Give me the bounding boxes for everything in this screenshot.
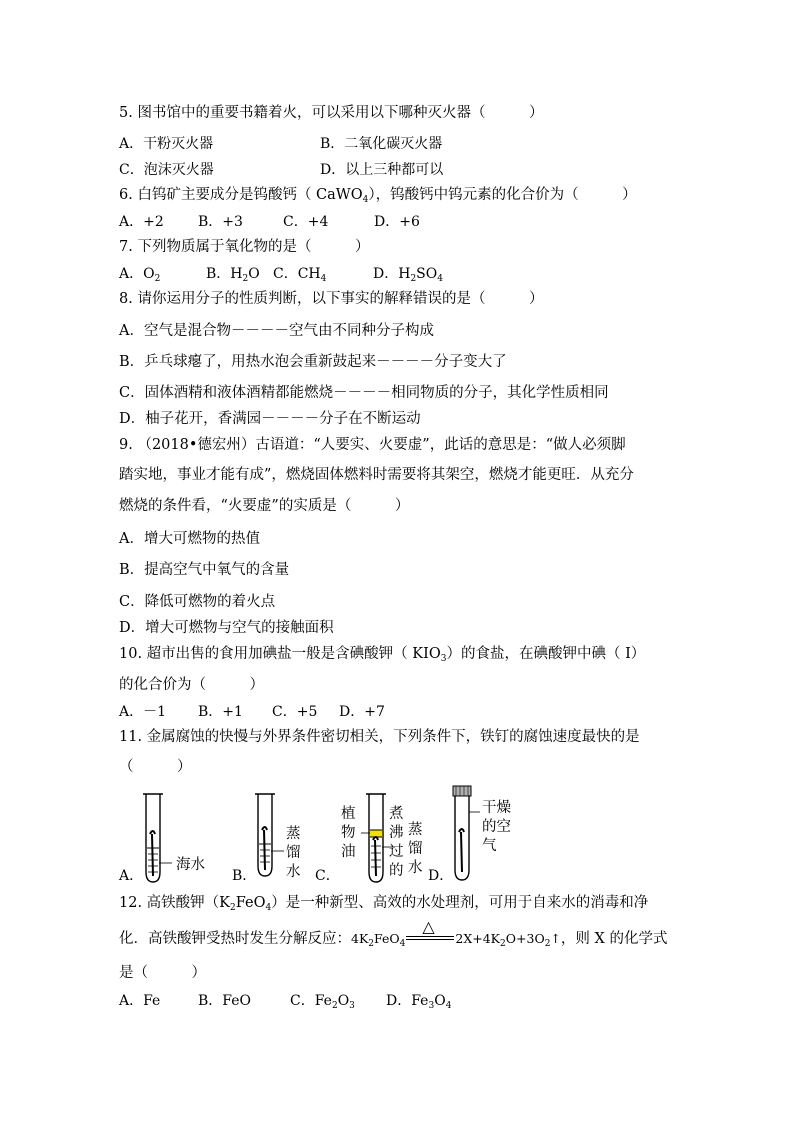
q12-option-b: B．FeO (198, 993, 251, 1009)
q9-option-d: D．增大可燃物与空气的接触面积 (119, 620, 334, 636)
q5-option-a: A．干粉灭火器 (119, 136, 214, 152)
q8-stem: 8. 请你运用分子的性质判断，以下事实的解释错误的是（ ） (119, 291, 544, 307)
q5-option-d: D．以上三种都可以 (320, 162, 444, 178)
q7-option-d: D．$H_2SO_4$ (373, 266, 443, 284)
q6-option-a: A．+2 (119, 214, 164, 230)
q10-option-c: C．+5 (272, 704, 318, 720)
q5-option-b: B．二氧化碳灭火器 (320, 136, 443, 152)
figure-c-distilled-label-1: 蒸 (408, 822, 423, 838)
figure-c-boiled-label-2: 沸 (389, 825, 404, 841)
q9-option-c: C．降低可燃物的着火点 (119, 594, 276, 610)
q8-option-b: B．乒乓球瘪了，用热水泡会重新鼓起来－－－－分子变大了 (119, 354, 507, 370)
q9-option-a: A．增大可燃物的热值 (119, 531, 260, 547)
figure-d-label-2: 的空 (482, 819, 511, 835)
figure-c-distilled-label-2: 馏 (408, 841, 423, 857)
q12-stem-line1: 12. 高铁酸钾$(K_2FeO_4)$是一种新型、高效的水处理剂，可用于自来水的消毒和净 (119, 895, 649, 913)
figure-c-boiled-label-1: 煮 (389, 806, 404, 822)
q12-option-d: D．$Fe_3O_4$ (386, 993, 452, 1011)
figure-b-label-3: 水 (286, 864, 301, 880)
q7-option-b: B．$H_2O$ (206, 266, 260, 284)
figure-b-label-2: 馏 (286, 845, 301, 861)
q5-option-c: C．泡沫灭火器 (119, 162, 214, 178)
q6-option-d: D．+6 (374, 214, 420, 230)
q10-stem-line2: 的化合价为（ ） (119, 677, 264, 693)
q9-stem-line3: 燃烧的条件看，“火要虚”的实质是（ ） (119, 498, 410, 514)
q8-option-c: C．固体酒精和液体酒精都能燃烧－－－－相同物质的分子，其化学性质相同 (119, 385, 609, 401)
q9-stem-line1: 9. （2018•德宏州）古语道：“人要实、火要虚”，此话的意思是：“做人必须脚 (119, 437, 626, 453)
heat-arrow (405, 917, 455, 947)
q10-option-b: B．+1 (198, 704, 243, 720)
q8-option-d: D．柚子花开，香满园－－－－分子在不断运动 (119, 411, 421, 427)
figure-c-distilled-label-3: 水 (408, 860, 423, 876)
q9-stem-line2: 踏实地，事业才能有成”，燃烧固体燃料时需要将其架空，燃烧才能更旺．从充分 (119, 467, 634, 483)
q12-stem-line2: 化．高铁酸钾受热时发生分解反应：$4K_2FeO_4$ △ $2X+4K_2O+3O_2↑$，则 X 的化学式 (119, 917, 668, 949)
q7-stem: 7. 下列物质属于氧化物的是（ ） (119, 239, 370, 255)
q6-stem: 6. 白钨矿主要成分是钨酸钙（ CaWO$_4$），钨酸钙中钨元素的化合价为（ ） (119, 187, 637, 205)
q11-option-b: B． (232, 868, 257, 884)
q9-option-b: B．提高空气中氧气的含量 (119, 562, 290, 578)
q6-option-b: B．+3 (198, 214, 243, 230)
q5-stem: 5. 图书馆中的重要书籍着火，可以采用以下哪种灭火器（ ） (119, 105, 544, 121)
reaction-equation: $4K_2FeO_4$ △ $2X+4K_2O+3O_2↑$ (351, 917, 561, 949)
figure-a-label: 海水 (176, 857, 205, 873)
q12-option-c: C．$Fe_2O_3$ (290, 993, 355, 1011)
q7-option-a: A．$O_2$ (119, 266, 161, 284)
q11-stem-line1: 11. 金属腐蚀的快慢与外界条件密切相关，下列条件下，铁钉的腐蚀速度最快的是 (119, 729, 640, 745)
q12-option-a: A．Fe (119, 993, 161, 1009)
figure-b-label-1: 蒸 (286, 826, 301, 842)
test-tube-sea-water (138, 790, 174, 886)
q10-option-a: A．－1 (119, 704, 167, 720)
q6-option-c: C．+4 (283, 214, 329, 230)
q10-stem-line1: 10. 超市出售的食用加碘盐一般是含碘酸钾（ $KIO_3$）的食盐，在碘酸钾中碘（ I） (119, 646, 646, 664)
figure-c-boiled-label-4: 的 (389, 863, 404, 879)
q11-option-a: A． (119, 868, 144, 884)
figure-c-boiled-label-3: 过 (389, 844, 404, 860)
heat-condition-symbol: △ (422, 917, 435, 936)
q11-option-d: D． (428, 868, 454, 884)
q8-option-a: A．空气是混合物－－－－空气由不同种分子构成 (119, 323, 434, 339)
figure-c-oil-label-2: 物 (341, 825, 356, 841)
q11-stem-line2: （ ） (119, 759, 192, 775)
figure-c-oil-label-3: 油 (341, 844, 356, 860)
q10-option-d: D．+7 (339, 704, 385, 720)
figure-d-label-1: 干燥 (482, 800, 511, 816)
q11-option-c: C． (315, 868, 340, 884)
q7-option-c: C．$CH_4$ (273, 266, 327, 284)
figure-c-oil-label-1: 植 (341, 806, 356, 822)
q12-stem-line3: 是（ ） (119, 965, 206, 981)
figure-d-label-3: 气 (482, 838, 497, 854)
